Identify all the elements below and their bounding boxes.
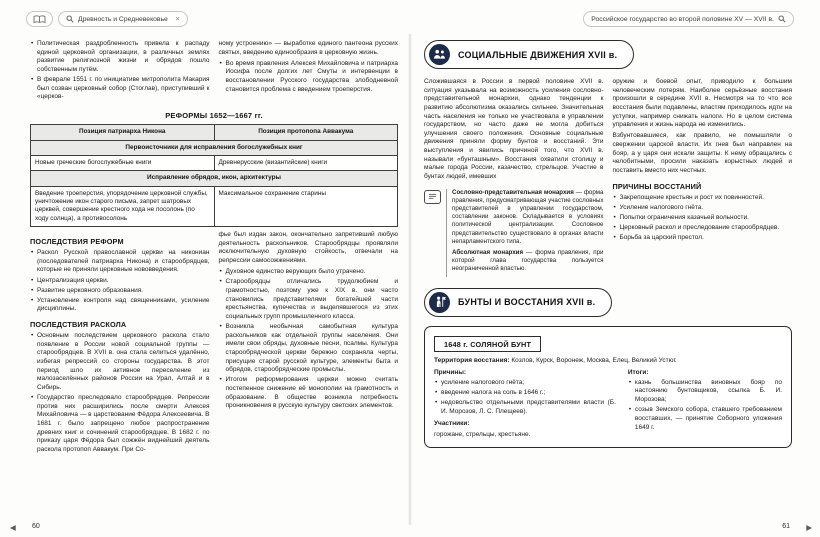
search-icon[interactable]	[778, 15, 786, 23]
list-item: • Раскол Русской православной церкви на никониан (последователей патриарха Никона) и старообрядцев, которые не приняли церковные нововведения.	[30, 249, 210, 275]
territory-value: Козлов, Курск, Воронеж, Москва, Елец, Великий Устюг.	[511, 357, 677, 365]
list-item: • Закрепощение крестьян и рост их повинностей.	[613, 194, 793, 203]
logo-icon	[33, 15, 46, 24]
table-header-avvakum: Позиция протопопа Аввакума	[214, 125, 398, 140]
reforms-table	[30, 124, 398, 227]
search-tab[interactable]	[58, 11, 188, 27]
list-item: • Возникла необычная самобытная культура раскольников как отдельной группы населения. Они имели свои обряды, духовные песни, псалмы. Культура старообрядческой церкви бережно сохраняла черты, присущие старой русской культуре, элементы быта и обрядов, старообрядческие промыслы.	[219, 323, 399, 375]
page-number-right: 61	[782, 523, 790, 530]
territory-line	[434, 357, 782, 366]
list-item: • усиление налогового гнёта;	[434, 379, 616, 388]
effects-col-1	[30, 231, 210, 456]
table-cell: Древнерусские (византийские) книги	[214, 156, 398, 171]
protest-icon	[429, 292, 450, 313]
effects-col-2	[219, 231, 399, 456]
table-group-row: Первоисточники для исправления богослужебных книг	[31, 140, 398, 155]
list-item: • Основным последствием церковного раскола стало появление в России новой социальной группы — старообрядцев. В XVII в. она стала селиться удалённо, избегая репрессий со стороны государства. В этот период шло их активное переселение из малозаселённых районов России на Урал, Алтай и в Сибирь.	[30, 332, 210, 392]
book-fold	[408, 34, 412, 525]
section-riots	[424, 288, 612, 317]
list-item: • Установление контроля над священниками, усиление дисциплины.	[30, 297, 210, 314]
results-label: Итоги:	[627, 368, 649, 376]
list-item: • Духовное единство верующих было утрачено.	[219, 268, 399, 277]
breadcrumb-label: Российское государство во второй половине XV — XVII в.	[591, 15, 774, 23]
list-item: • введение налога на соль в 1646 г.;	[434, 389, 616, 398]
list-item: • Старообрядцы отличались трудолюбием и грамотностью, поэтому уже к XIX в. они часто становились представителями богатейшей части крестьянства, купечества и выделявшегося из этих социальных групп промышленного класса.	[219, 278, 399, 321]
table-cell: Новые греческие богослужебные книги	[31, 156, 215, 171]
salt-riot-title: 1648 г. СОЛЯНОЙ БУНТ	[434, 336, 541, 352]
heading-reform-effects: ПОСЛЕДСТВИЯ РЕФОРМ	[30, 237, 124, 247]
paragraph: • Во время правления Алексея Михайловича и патриарха Иосифа после долгих лет Смуты и интервенции в восстановлении Русского государства злободневной становится проблема с введением троеперстия.	[219, 60, 399, 95]
list-item: • Централизация церкви.	[30, 277, 210, 286]
intro-columns	[30, 40, 398, 103]
list-item: • недовольство отдельными представителями власти (Б. И. Морозов, Л. С. Плещеев).	[434, 399, 616, 416]
glossary-definitions	[446, 189, 604, 277]
territory-label: Территория восстания:	[434, 357, 510, 365]
search-tab-label: Древность и Средневековье	[78, 15, 168, 23]
list-item: • созыв Земского собора, ставшего требованием восставших, — принятие Соборного уложения 1649 г.	[628, 406, 782, 432]
paragraph: фье был издан закон, окончательно запретивший любую деятельность раскольников. Старообрядцы проявляли исключительную духовную стойкость, отвечали на репрессии самосожжениями.	[218, 231, 398, 265]
glossary-def: — форма правления, предусматривающая участие сословных представителей в управлении государством, составлении законов. Складывается в условиях политической централизации. Сословное представительство существовало в органах власти непарламентского типа.	[452, 188, 604, 245]
glossary-box	[424, 189, 604, 277]
next-page-button[interactable]: ▶	[806, 522, 812, 532]
table-cell: Введение троеперстия, упорядочение церковной службы, уничтожение икон старого письма, запрет шатровых церквей, совершение крестного хода не посолонь (по ходу солнца), а противосолонь	[31, 186, 215, 226]
glossary-def: — форма правления, при которой глава государства пользуется неограниченной властью.	[452, 249, 604, 273]
social-columns	[424, 78, 792, 277]
section-social-movements	[424, 40, 634, 69]
reforms-table-title: РЕФОРМЫ 1652—1667 гг.	[165, 111, 263, 121]
intro-col-2	[219, 40, 399, 103]
list-item: • Борьба за царский престол.	[613, 234, 793, 243]
section-title: СОЦИАЛЬНЫЕ ДВИЖЕНИЯ XVII в.	[458, 49, 618, 60]
breadcrumb[interactable]	[583, 11, 794, 27]
reforms-table-block	[30, 111, 398, 227]
toolbar	[0, 10, 820, 28]
salt-riot-left	[434, 369, 616, 441]
list-item: • Итогом реформирования церкви можно считать постепенное снижение её монополии на грамотность и образование. В обществе возникла потребность проникновения в русскую культуру светских элементов.	[219, 376, 399, 411]
table-group-row: Исправление обрядов, икон, архитектуры	[31, 171, 398, 186]
effects-columns	[30, 231, 398, 456]
book-icon	[424, 190, 441, 204]
heading-schism-effects: ПОСЛЕДСТВИЯ РАСКОЛА	[30, 320, 127, 330]
paragraph: ному устроению» — выработке единого пантеона русских святых, введению единообразия в церковную жизнь.	[218, 40, 398, 56]
paragraph: • Политическая раздробленность привела к распаду единой церковной организации, в различных землях развитие религиозной жизни и обрядов пошло собственным путём.	[30, 40, 210, 75]
glossary-term: Сословно-представительная монархия	[452, 188, 574, 196]
close-icon[interactable]: ✕	[174, 16, 181, 23]
list-item: • Развитие церковного образования.	[30, 287, 210, 296]
app-logo-button[interactable]	[26, 11, 53, 27]
definition	[452, 189, 604, 246]
definition	[452, 249, 604, 274]
intro-col-1	[30, 40, 210, 103]
salt-riot-right	[628, 369, 782, 441]
page-number-left: 60	[32, 523, 40, 530]
participants-value: горожане, стрельцы, крестьяне.	[434, 430, 531, 438]
table-header-nikon: Позиция патриарха Никона	[31, 125, 215, 140]
social-col-1	[424, 78, 604, 277]
page-right	[424, 40, 792, 514]
prev-page-button[interactable]: ◀	[10, 522, 16, 532]
people-icon	[429, 44, 450, 65]
participants-label: Участники:	[434, 420, 470, 428]
salt-riot-card	[424, 326, 792, 448]
table-cell: Максимальное сохранение старины	[214, 186, 398, 226]
section-title: БУНТЫ И ВОССТАНИЯ XVII в.	[458, 297, 596, 308]
list-item: • Государство преследовало старообрядцев. Репрессии против них расширились после смерти Алексея Михайловича — в царствование Фёдора Алексеевича. В 1681 г. было запрещено любое распространение древних книг и сочинений старообрядцев. В 1682 г. по приказу царя Фёдора был сожжён виднейший деятель раскола протопоп Аввакум. При Со-	[30, 394, 210, 454]
paragraph: Сложившаяся в России в первой половине XVII в. ситуация указывала на возможность усиления сословно-представительной монархии, однако тенденции к развитию абсолютизма оказались сильнее. Значительная часть населения не только не участвовала в управлении государством, но часто даже не могла добиться улучшения своего положения. Основные социальные движения приняли форму бунтов и восстаний. Эти выступления и явились причиной того, что XVII в. называли «бунташным». Восстания охватили столицу и малые города России, казачество, стрельцов. Участие в бунтах людей, имевших	[424, 78, 604, 181]
toolbar-left	[26, 11, 188, 27]
toolbar-right	[583, 11, 794, 27]
list-item: • казнь большинства виновных бояр по настоянию бунтовщиков, ссылка Б. И. Морозова;	[628, 379, 782, 405]
paragraph: • В феврале 1551 г. по инициативе митрополита Макария был созван церковный собор (Стоглав), приступивший к «церков-	[30, 76, 210, 102]
page-left	[30, 40, 398, 514]
paragraph: Взбунтовавшиеся, как правило, не помышляли о свержении царской власти. Их гнев был направлен на бояр, а у царя они искали защиты. К нему обращались с челобитными, просили наказать корыстных людей и поставить вместо них честных.	[612, 132, 792, 174]
paragraph: оружие и боевой опыт, приводило к большим человеческим потерям. Наиболее серьёзные восстания произошли в середине XVII в. Несмотря на то что все восстания были подавлены, властям приходилось идти на уступки, например снижать налоги. Но в целом система управления и жизнь народа не изменились.	[612, 78, 792, 129]
heading-revolt-causes: ПРИЧИНЫ ВОССТАНИЙ	[612, 181, 702, 191]
salt-riot-columns	[434, 369, 782, 441]
list-item: • Церковный раскол и преследование старообрядцев.	[613, 224, 793, 233]
causes-label: Причины:	[434, 368, 467, 376]
social-col-2	[613, 78, 793, 277]
search-icon	[66, 15, 74, 23]
glossary-term: Абсолютная монархия	[452, 249, 524, 256]
list-item: • Попытки ограничения казачьей вольности.	[613, 214, 793, 223]
list-item: • Усиление налогового гнёта.	[613, 204, 793, 213]
